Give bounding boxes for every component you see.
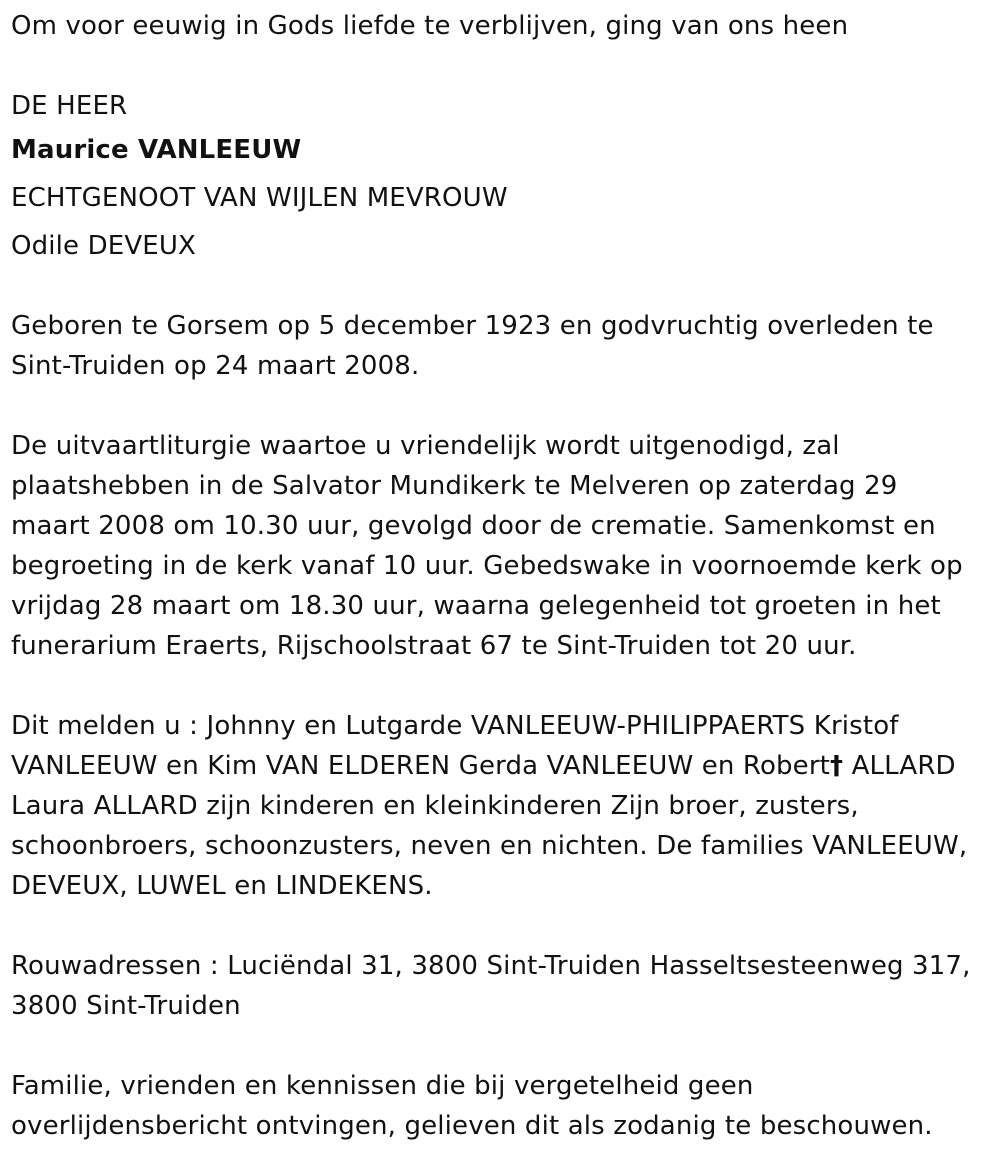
paragraph-line: funerarium Eraerts, Rijschoolstraat 67 te Sint-Truiden tot 20 uur. [11,631,857,661]
birth-paragraph [11,306,986,386]
paragraph-line: DEVEUX, LUWEL en LINDEKENS. [11,871,433,901]
spouse-name: Odile DEVEUX [11,231,196,261]
announcers-text: VANLEEUW en Kim VAN ELDEREN Gerda VANLEEUW en Robert [11,751,831,781]
paragraph-line: begroeting in de kerk vanaf 10 uur. Gebedswake in voornoemde kerk op [11,551,963,581]
spacer [11,1026,986,1066]
spacer [11,270,986,306]
closing-paragraph [11,1066,986,1146]
deceased-name: Maurice VANLEEUW [11,135,302,165]
paragraph-line: De uitvaartliturgie waartoe u vriendelijk wordt uitgenodigd, zal [11,431,840,461]
paragraph-line: Rouwadressen : Luciëndal 31, 3800 Sint-Truiden Hasseltsesteenweg 317, [11,951,971,981]
cross-icon: † [830,751,844,781]
funeral-paragraph [11,426,986,666]
paragraph-line: Geboren te Gorsem op 5 december 1923 en godvruchtig overleden te [11,311,934,341]
paragraph-line: Laura ALLARD zijn kinderen en kleinkinderen Zijn broer, zusters, [11,791,859,821]
announcers-paragraph [11,706,986,906]
paragraph-line: Dit melden u : Johnny en Lutgarde VANLEEUW-PHILIPPAERTS Kristof [11,711,899,741]
spacer [11,386,986,426]
paragraph-line: 3800 Sint-Truiden [11,991,241,1021]
addresses-paragraph [11,946,986,1026]
spacer [11,906,986,946]
paragraph-line: Sint-Truiden op 24 maart 2008. [11,351,420,381]
paragraph-line [11,746,986,786]
deceased-block [11,86,986,270]
title-line: DE HEER [11,91,128,121]
spouse-label: ECHTGENOOT VAN WIJLEN MEVROUW [11,183,508,213]
paragraph-line: vrijdag 28 maart om 18.30 uur, waarna gelegenheid tot groeten in het [11,591,941,621]
intro-line: Om voor eeuwig in Gods liefde te verblijven, ging van ons heen [11,11,849,41]
announcers-text: ALLARD [843,751,956,781]
spacer [11,46,986,86]
spacer [11,666,986,706]
paragraph-line: schoonbroers, schoonzusters, neven en nichten. De families VANLEEUW, [11,831,968,861]
paragraph-line: Familie, vrienden en kennissen die bij vergetelheid geen [11,1071,754,1101]
obituary-document [11,6,986,1146]
paragraph-line: maart 2008 om 10.30 uur, gevolgd door de crematie. Samenkomst en [11,511,936,541]
paragraph-line: overlijdensbericht ontvingen, gelieven dit als zodanig te beschouwen. [11,1111,933,1141]
paragraph-line: plaatshebben in de Salvator Mundikerk te Melveren op zaterdag 29 [11,471,898,501]
